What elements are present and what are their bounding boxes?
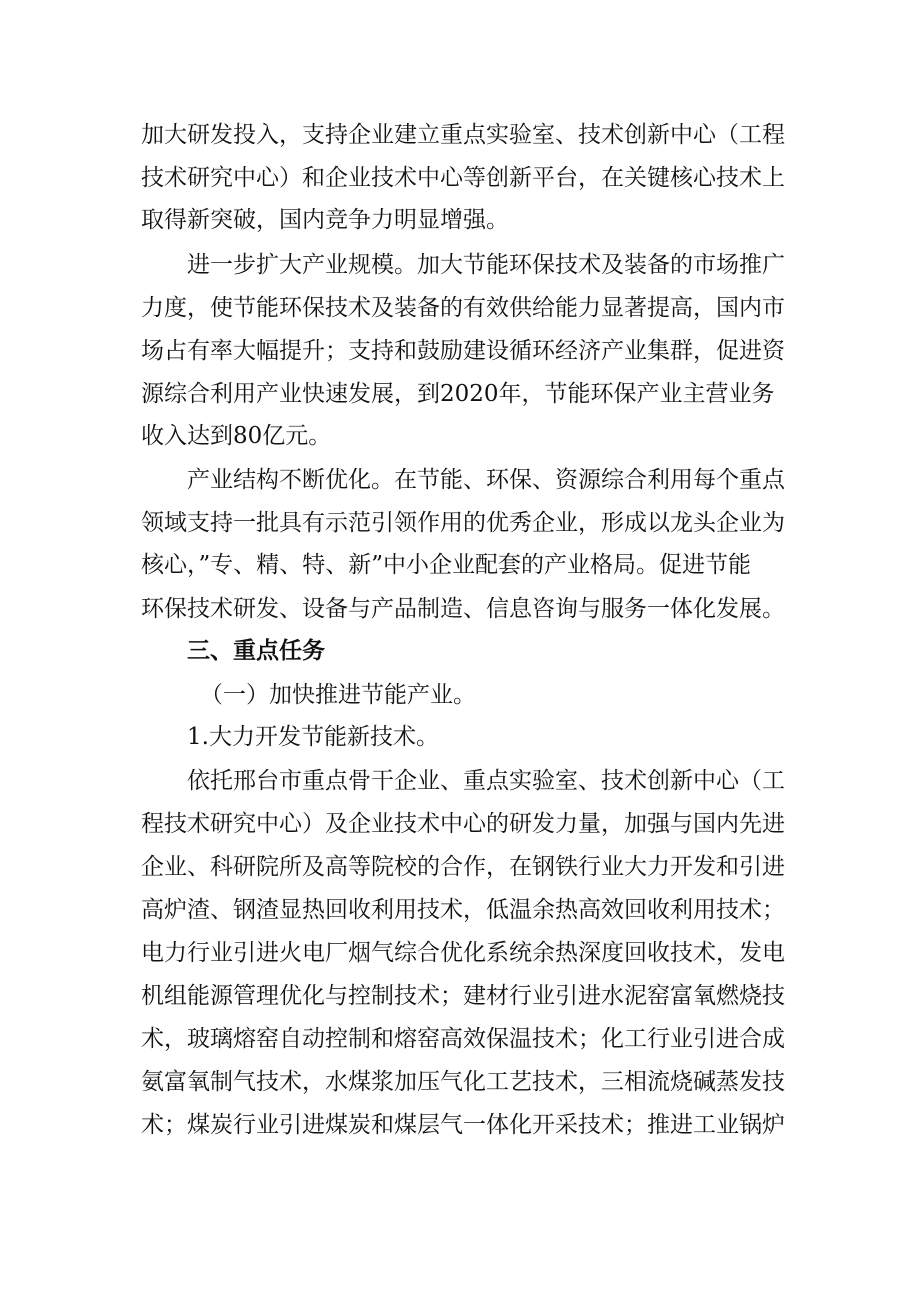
text-line-5: 力度，使节能环保技术及装备的有效供给能力显著提高，国内市 bbox=[141, 295, 785, 321]
text-line-24: 术；煤炭行业引进煤炭和煤层气一体化开采技术；推进工业锅炉 bbox=[141, 1112, 785, 1138]
text-line-4: 进一步扩大产业规模。加大节能环保技术及装备的市场推广 bbox=[187, 252, 785, 278]
text-line-11: 核心，”专、精、特、新”中小企业配套的产业格局。促进节能 bbox=[141, 552, 752, 578]
text-line-21: 机组能源管理优化与控制技术；建材行业引进水泥窑富氧燃烧技 bbox=[141, 983, 785, 1009]
text-line-1: 加大研发投入，支持企业建立重点实验室、技术创新中心（工程 bbox=[141, 122, 785, 148]
text-line-20: 电力行业引进火电厂烟气综合优化系统余热深度回收技术，发电 bbox=[141, 940, 785, 966]
text-line-19: 高炉渣、钢渣显热回收利用技术，低温余热高效回收利用技术； bbox=[141, 897, 785, 923]
text-line-22: 术，玻璃熔窑自动控制和熔窑高效保温技术；化工行业引进合成 bbox=[141, 1026, 785, 1052]
text-line-6: 场占有率大幅提升；支持和鼓励建设循环经济产业集群，促进资 bbox=[141, 338, 785, 364]
section-heading: 三、重点任务 bbox=[187, 638, 325, 664]
item-heading: 1.大力开发节能新技术。 bbox=[187, 724, 439, 750]
text-line-7: 源综合利用产业快速发展，到2020年，节能环保产业主营业务 bbox=[141, 381, 775, 407]
text-line-9: 产业结构不断优化。在节能、环保、资源综合利用每个重点 bbox=[187, 467, 785, 493]
text-line-8: 收入达到80亿元。 bbox=[141, 423, 332, 449]
text-line-10: 领域支持一批具有示范引领作用的优秀企业，形成以龙头企业为 bbox=[141, 510, 785, 536]
text-line-17: 程技术研究中心）及企业技术中心的研发力量，加强与国内先进 bbox=[141, 811, 785, 837]
text-line-3: 取得新突破，国内竞争力明显增强。 bbox=[141, 207, 509, 233]
text-line-23: 氨富氧制气技术，水煤浆加压气化工艺技术，三相流烧碱蒸发技 bbox=[141, 1069, 785, 1095]
text-line-2: 技术研究中心）和企业技术中心等创新平台，在关键核心技术上 bbox=[141, 165, 785, 191]
text-line-18: 企业、科研院所及高等院校的合作，在钢铁行业大力开发和引进 bbox=[141, 854, 785, 880]
text-line-12: 环保技术研发、设备与产品制造、信息咨询与服务一体化发展。 bbox=[141, 596, 785, 622]
text-line-16: 依托邢台市重点骨干企业、重点实验室、技术创新中心（工 bbox=[187, 768, 785, 794]
subsection-heading: （一）加快推进节能产业。 bbox=[200, 682, 476, 708]
